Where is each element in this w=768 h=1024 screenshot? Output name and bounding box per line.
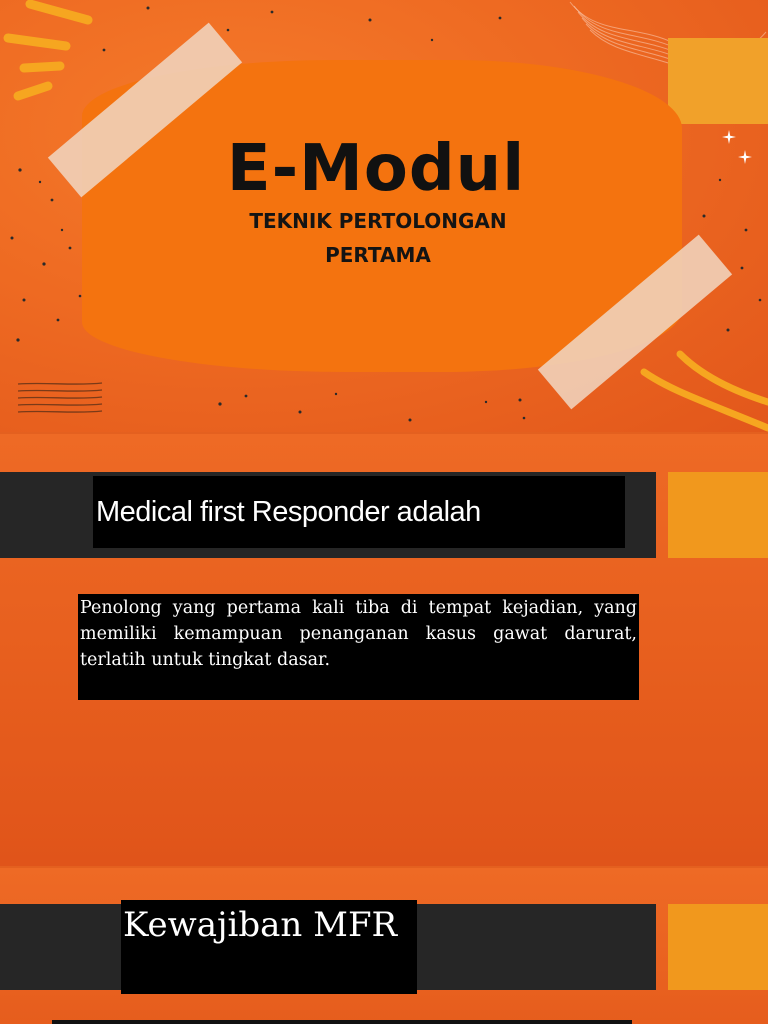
definition-slide	[0, 434, 768, 866]
obligations-slide	[0, 868, 768, 1024]
slide-title: E-Modul	[226, 132, 526, 206]
slide-subtitle: TEKNIK PERTOLONGAN PERTAMA	[249, 209, 507, 267]
yellow-accent-square	[668, 472, 768, 558]
definition-text: Penolong yang pertama kali tiba di tempat kejadian, yang memiliki kemampuan penanganan kasus gawat darurat, terlatih untuk tingkat dasar.	[78, 594, 639, 700]
curve-lines-decoration	[640, 350, 768, 432]
scribble-lines-decoration	[16, 380, 106, 416]
title-slide	[0, 0, 768, 432]
yellow-accent-square	[668, 904, 768, 990]
yellow-corner-square	[668, 38, 768, 124]
section-heading: Kewajiban MFR	[121, 900, 417, 994]
section-heading: Medical first Responder adalah	[93, 476, 625, 548]
divider-line	[52, 1020, 632, 1024]
